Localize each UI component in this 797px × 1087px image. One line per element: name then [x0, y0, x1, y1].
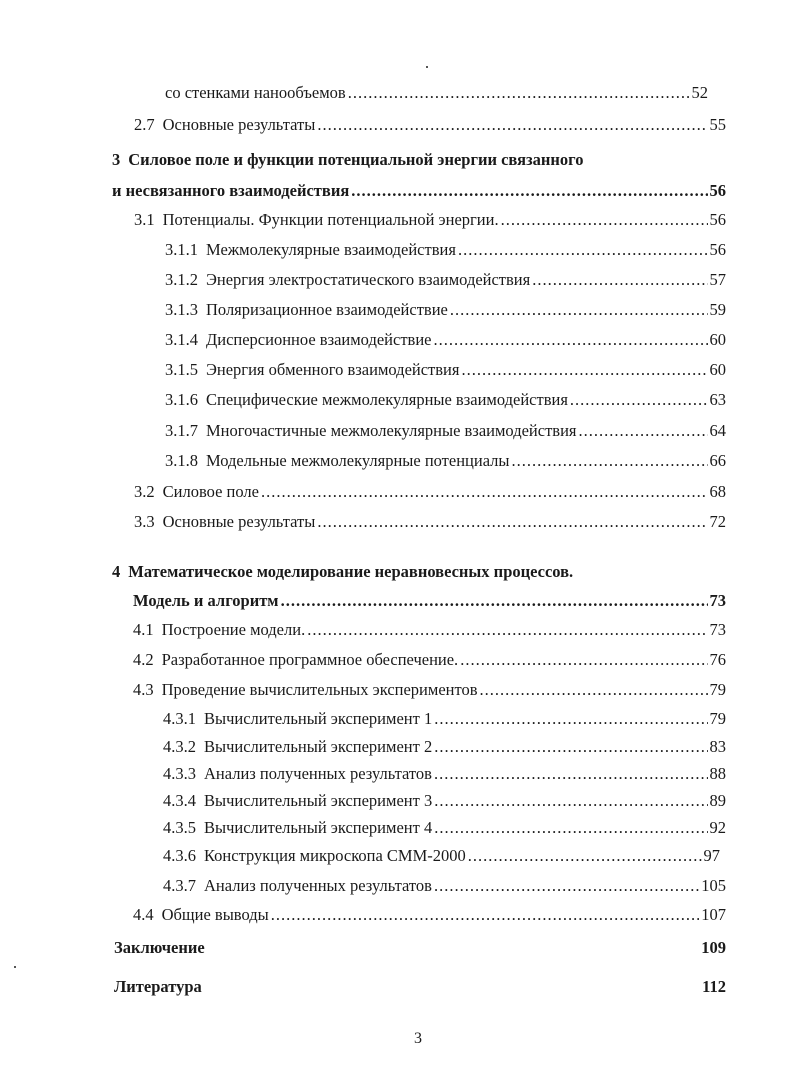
toc-entry: [165, 299, 726, 321]
toc-entry-title: Общие выводы: [161, 905, 269, 924]
toc-entry-title: Вычислительный эксперимент 1: [204, 709, 433, 728]
toc-entry-number: 3.1.2: [165, 270, 198, 289]
dot-leader: [281, 590, 708, 612]
toc-entry: [165, 269, 726, 291]
toc-entry: [165, 82, 708, 104]
toc-entry-number: 4.3.5: [163, 818, 196, 837]
toc-entry-page: 73: [709, 620, 726, 639]
toc-entry-number: 3.2: [134, 482, 155, 501]
toc-entry-title: Вычислительный эксперимент 4: [204, 818, 433, 837]
dot-leader: [512, 450, 708, 472]
toc-entry: [163, 875, 726, 897]
toc-entry-number: 4.2: [133, 650, 154, 669]
toc-entry: [134, 481, 726, 503]
toc-entry-number: 4.3.7: [163, 876, 196, 895]
toc-entry-title: Дисперсионное взаимодействие: [206, 330, 432, 349]
toc-entry-page: 56: [709, 240, 726, 259]
toc-entry-page: 76: [709, 650, 726, 669]
toc-entry: [163, 736, 726, 758]
toc-entry: [165, 329, 726, 351]
dot-leader: [468, 845, 702, 867]
toc-entry-number: 3.1.6: [165, 390, 198, 409]
toc-entry-number: 3.1.7: [165, 421, 198, 440]
toc-entry-title: Математическое моделирование неравновесных процессов.: [128, 562, 574, 581]
toc-entry-number: 4.3.6: [163, 846, 196, 865]
toc-entry-title: Конструкция микроскопа СММ-2000: [204, 846, 466, 865]
toc-entry-page: 73: [709, 591, 726, 610]
toc-entry-number: 4.3.3: [163, 764, 196, 783]
toc-entry: [133, 679, 726, 701]
toc-entry-page: 83: [709, 737, 726, 756]
toc-entry-title: Анализ полученных результатов: [204, 764, 432, 783]
toc-entry-page: 68: [709, 482, 726, 501]
toc-entry-number: 3.1.3: [165, 300, 198, 319]
toc-entry: [134, 209, 726, 231]
dot-leader: [461, 359, 707, 381]
dot-leader: [458, 239, 708, 261]
toc-entry-number: 4.4: [133, 905, 154, 924]
dot-leader: [434, 790, 707, 812]
toc-entry: [114, 976, 726, 998]
toc-entry-title: Литература: [114, 977, 202, 996]
toc-entry-title: Энергия электростатического взаимодействия: [206, 270, 531, 289]
dot-leader: [317, 511, 707, 533]
toc-entry: [114, 937, 726, 959]
toc-entry-page: 64: [709, 421, 726, 440]
dot-leader: [434, 708, 707, 730]
toc-entry-page: 56: [709, 210, 726, 229]
toc-entry-title: Вычислительный эксперимент 2: [204, 737, 433, 756]
dot-leader: [433, 329, 707, 351]
toc-entry-title: Потенциалы. Функции потенциальной энергии.: [162, 210, 499, 229]
page-number: 3: [414, 1030, 422, 1047]
toc-entry: [163, 845, 720, 867]
toc-entry-page: 55: [709, 115, 726, 134]
toc-entry-title: Силовое поле: [162, 482, 259, 501]
dot-leader: [271, 904, 700, 926]
toc-entry-page: 88: [709, 764, 726, 783]
toc-entry-page: 97: [703, 846, 720, 865]
toc-entry-number: 4.3.2: [163, 737, 196, 756]
toc-entry-title: Многочастичные межмолекулярные взаимодействия: [206, 421, 577, 440]
toc-entry-title: Поляризационное взаимодействие: [206, 300, 448, 319]
toc-entry-page: 79: [709, 709, 726, 728]
toc-entry: [163, 763, 726, 785]
toc-entry-number: 3.1.1: [165, 240, 198, 259]
toc-entry-number: 4.3: [133, 680, 154, 699]
toc-entry: [134, 114, 726, 136]
scan-speck: [14, 966, 16, 968]
toc-entry-title: Энергия обменного взаимодействия: [206, 360, 460, 379]
toc-entry: [112, 561, 573, 583]
toc-entry-number: 3: [112, 150, 121, 169]
toc-entry-title: Силовое поле и функции потенциальной энергии связанного: [128, 150, 584, 169]
toc-entry-title: Основные результаты: [162, 512, 316, 531]
dot-leader: [307, 619, 707, 641]
toc-entry-number: 3.1.4: [165, 330, 198, 349]
dot-leader: [579, 420, 708, 442]
toc-entry-number: 2.7: [134, 115, 155, 134]
toc-entry: [165, 359, 726, 381]
toc-entry-page: 79: [709, 680, 726, 699]
dot-leader: [434, 736, 707, 758]
toc-entry-page: 60: [709, 360, 726, 379]
toc-entry: [163, 708, 726, 730]
toc-entry-page: 112: [702, 977, 726, 996]
toc-entry: [133, 619, 726, 641]
toc-entry-page: 109: [701, 938, 726, 957]
toc-entry: [134, 511, 726, 533]
dot-leader: [348, 82, 690, 104]
dot-leader: [434, 817, 707, 839]
toc-entry-title: Основные результаты: [162, 115, 316, 134]
dot-leader: [532, 269, 707, 291]
toc-entry: [165, 450, 726, 472]
toc-entry-page: 63: [709, 390, 726, 409]
toc-entry-page: 57: [709, 270, 726, 289]
toc-entry-number: 4.1: [133, 620, 154, 639]
toc-entry-number: 4.3.1: [163, 709, 196, 728]
toc-entry-title: Проведение вычислительных экспериментов: [161, 680, 478, 699]
toc-entry-number: 3.3: [134, 512, 155, 531]
toc-entry-page: 105: [701, 876, 726, 895]
toc-entry: [165, 420, 726, 442]
toc-entry-title: Разработанное программное обеспечение.: [161, 650, 459, 669]
toc-entry: [163, 790, 726, 812]
dot-leader: [434, 763, 708, 785]
toc-entry-page: 60: [709, 330, 726, 349]
toc-entry-number: 3.1: [134, 210, 155, 229]
toc-entry: [133, 590, 726, 612]
scan-speck: [426, 66, 428, 68]
toc-entry-title: Межмолекулярные взаимодействия: [206, 240, 456, 259]
toc-entry: [112, 180, 726, 202]
dot-leader: [351, 180, 707, 202]
dot-leader: [480, 679, 708, 701]
toc-entry-page: 107: [701, 905, 726, 924]
toc-entry-page: 66: [709, 451, 726, 470]
dot-leader: [317, 114, 707, 136]
dot-leader: [434, 875, 699, 897]
dot-leader: [450, 299, 708, 321]
toc-entry-title: Вычислительный эксперимент 3: [204, 791, 433, 810]
toc-entry: [163, 817, 726, 839]
toc-entry-page: 72: [709, 512, 726, 531]
dot-leader: [261, 481, 708, 503]
toc-entry-title: и несвязанного взаимодействия: [112, 181, 350, 200]
toc-entry-title: Построение модели.: [161, 620, 306, 639]
toc-entry-page: 92: [709, 818, 726, 837]
toc-entry: [112, 149, 584, 171]
toc-entry-number: 3.1.5: [165, 360, 198, 379]
dot-leader: [570, 389, 708, 411]
toc-entry-title: Заключение: [114, 938, 205, 957]
toc-entry: [165, 389, 726, 411]
toc-entry-number: 3.1.8: [165, 451, 198, 470]
toc-entry-number: 4.3.4: [163, 791, 196, 810]
toc-entry-title: Специфические межмолекулярные взаимодействия: [206, 390, 568, 409]
toc-entry-page: 59: [709, 300, 726, 319]
toc-entry: [133, 649, 726, 671]
toc-entry-page: 52: [691, 83, 708, 102]
toc-entry-title: со стенками нанообъемов: [165, 83, 346, 102]
toc-entry: [133, 904, 726, 926]
toc-entry-title: Анализ полученных результатов: [204, 876, 432, 895]
dot-leader: [501, 209, 708, 231]
toc-entry-title: Модель и алгоритм: [133, 591, 279, 610]
toc-entry-title: Модельные межмолекулярные потенциалы: [206, 451, 510, 470]
toc-entry-page: 56: [709, 181, 726, 200]
dot-leader: [460, 649, 707, 671]
toc-entry: [165, 239, 726, 261]
toc-entry-page: 89: [709, 791, 726, 810]
toc-entry-number: 4: [112, 562, 121, 581]
